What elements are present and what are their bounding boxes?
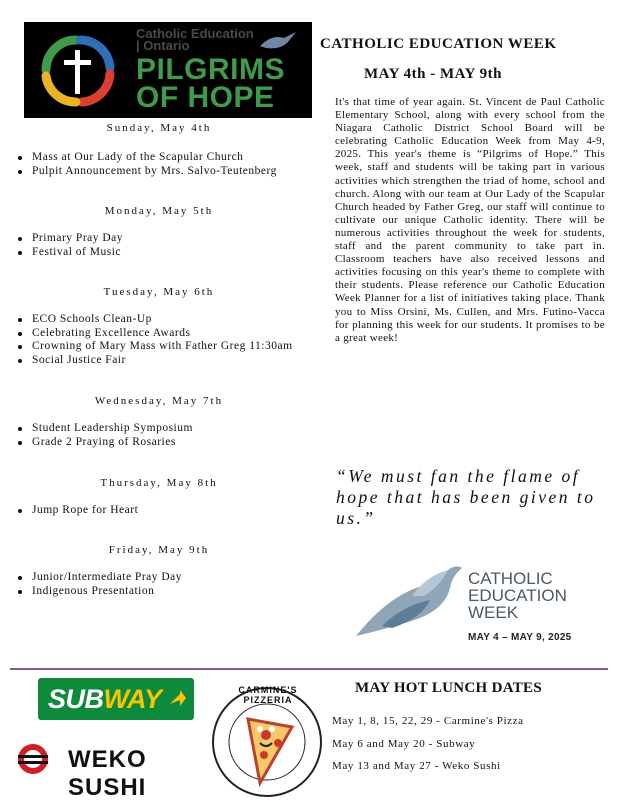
event-item: Celebrating Excellence Awards bbox=[18, 327, 293, 341]
title-line-2: OF HOPE bbox=[136, 81, 275, 114]
lunch-line-pizza: May 1, 8, 15, 22, 29 - Carmine's Pizza bbox=[332, 715, 524, 727]
cew-line-3: WEEK bbox=[468, 603, 519, 622]
day-heading-friday: Friday, May 9th bbox=[108, 544, 210, 556]
pilgrims-of-hope-title bbox=[136, 53, 286, 114]
subway-wordmark bbox=[48, 684, 162, 715]
lunch-heading: MAY HOT LUNCH DATES bbox=[355, 680, 542, 696]
weko-sushi-wordmark: WEKO SUSHI bbox=[68, 746, 147, 801]
event-item: Crowning of Mary Mass with Father Greg 11:30am bbox=[18, 340, 293, 354]
events-thursday bbox=[18, 504, 138, 518]
pilgrims-of-hope-logo bbox=[24, 22, 312, 118]
catholic-education-ontario-wordmark: Catholic Education | Ontario bbox=[136, 26, 254, 53]
dove-icon bbox=[258, 30, 298, 54]
events-wednesday bbox=[18, 422, 193, 449]
day-heading-sunday: Sunday, May 4th bbox=[106, 122, 212, 134]
subway-way: WAY bbox=[103, 684, 162, 714]
event-item: ECO Schools Clean-Up bbox=[18, 313, 293, 327]
cew-line-2: EDUCATION bbox=[468, 586, 567, 605]
weko-sushi-logo bbox=[16, 740, 206, 801]
catholic-education-week-logo bbox=[352, 556, 602, 648]
section-divider bbox=[10, 668, 608, 670]
events-monday bbox=[18, 232, 123, 259]
title-line-1: PILGRIMS bbox=[136, 53, 286, 86]
pilgrims-cross-emblem bbox=[24, 22, 134, 118]
carmines-pizzeria-logo bbox=[208, 683, 326, 801]
event-item: Junior/Intermediate Pray Day bbox=[18, 571, 182, 585]
event-item: Indigenous Presentation bbox=[18, 585, 182, 599]
page-title: CATHOLIC EDUCATION WEEK bbox=[320, 36, 557, 52]
lunch-line-sushi: May 13 and May 27 - Weko Sushi bbox=[332, 760, 501, 772]
event-item: Grade 2 Praying of Rosaries bbox=[18, 436, 193, 450]
event-item: Primary Pray Day bbox=[18, 232, 123, 246]
day-heading-tuesday: Tuesday, May 6th bbox=[103, 286, 215, 298]
arrow-icon bbox=[168, 688, 188, 708]
carmines-name: CARMINE'S PIZZERIA bbox=[238, 685, 298, 705]
lunch-line-subway: May 6 and May 20 - Subway bbox=[332, 738, 476, 750]
intro-paragraph: It's that time of year again. St. Vincent de Paul Catholic Elementary School, along with every school from the Niagara Catholic District School Board will be celebrating Catholic Education Week from May 4-9, 2025. This year's theme is “Pilgrims of Hope.” This week, staff and students will be taking part in various activities which strengthen the triad of home, school and church. Along with our team at Our Lady of the Scapular Church headed by Father Greg, our staff will continue to cultivate our unique Catholic identity. There will be numerous activities throughout the week for students, staff and the parent community to take part in. Classroom teachers have also received lessons and activities focusing on this year's theme to complete with their students. Please reference our Catholic Education Week Planner for a list of initiatives taking place. Thank you to Miss Orsini, Ms. Cullen, and Mrs. Futino-Vacca for planning this week for our students. It promises to be a great week! bbox=[335, 96, 605, 344]
day-heading-thursday: Thursday, May 8th bbox=[100, 477, 218, 489]
event-item: Mass at Our Lady of the Scapular Church bbox=[18, 151, 277, 165]
events-friday bbox=[18, 571, 182, 598]
cew-dates: MAY 4 – MAY 9, 2025 bbox=[468, 632, 572, 643]
event-item: Social Justice Fair bbox=[18, 354, 293, 368]
sushi-roll-icon bbox=[16, 742, 50, 776]
cew-line-1: CATHOLIC bbox=[468, 569, 553, 588]
day-heading-monday: Monday, May 5th bbox=[104, 205, 214, 217]
cew-wordmark bbox=[468, 570, 567, 621]
event-item: Jump Rope for Heart bbox=[18, 504, 138, 518]
events-sunday bbox=[18, 151, 277, 178]
theme-quote: “We must fan the flame of hope that has been given to us.” bbox=[336, 466, 596, 528]
event-item: Student Leadership Symposium bbox=[18, 422, 193, 436]
dove-logo-icon bbox=[352, 556, 464, 640]
event-item: Pulpit Announcement by Mrs. Salvo-Teutenberg bbox=[18, 165, 277, 179]
event-item: Festival of Music bbox=[18, 246, 123, 260]
event-dates: MAY 4th - MAY 9th bbox=[364, 66, 502, 82]
subway-logo bbox=[38, 678, 194, 720]
subway-sub: SUB bbox=[48, 684, 104, 714]
day-heading-wednesday: Wednesday, May 7th bbox=[94, 395, 224, 407]
events-tuesday bbox=[18, 313, 293, 367]
